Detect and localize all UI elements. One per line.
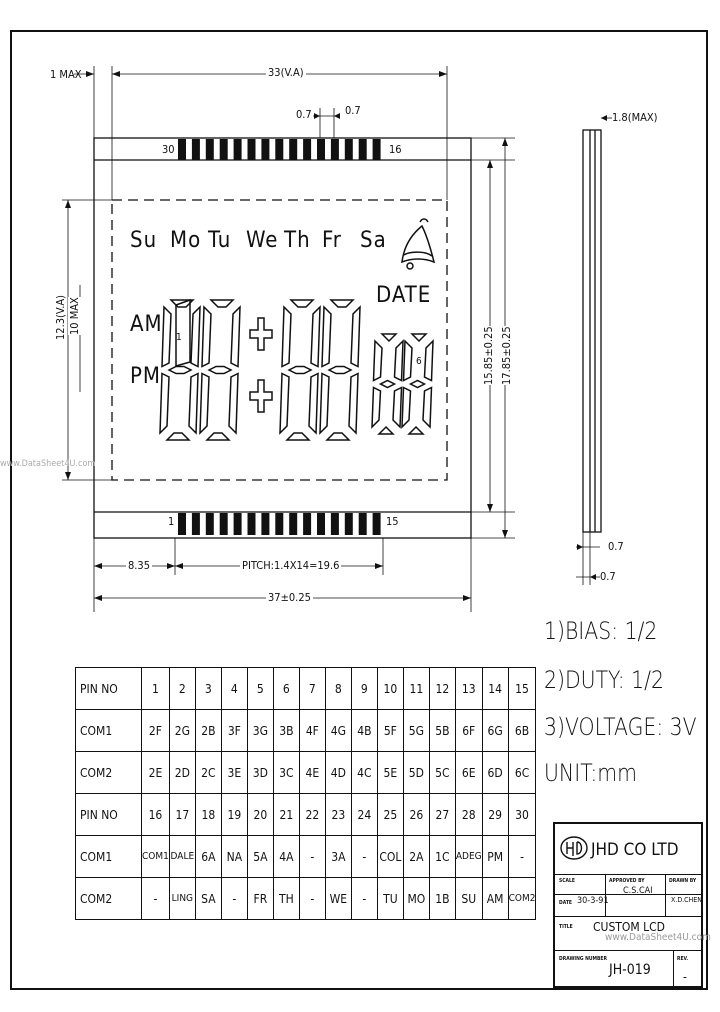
title-label: TITLE	[559, 924, 573, 930]
table-cell: 4A	[273, 836, 299, 878]
table-cell: 12	[429, 668, 455, 710]
table-cell: 4E	[299, 752, 325, 794]
dim-offset: 8.35	[128, 559, 151, 572]
dim-side-a: 0.7	[608, 540, 624, 553]
table-cell: 8	[325, 668, 351, 710]
table-cell: -	[299, 878, 325, 920]
table-cell: 29	[482, 794, 508, 836]
table-cell: WE	[325, 878, 351, 920]
dim-height-10max: 10 MAX	[68, 297, 81, 335]
table-cell: 1	[142, 668, 170, 710]
table-cell: 17	[169, 794, 195, 836]
table-row	[76, 668, 536, 710]
row-header: COM1	[76, 710, 142, 752]
row-header: COM1	[76, 836, 142, 878]
drawing-number-label: DRAWING NUMBER	[559, 956, 607, 962]
scale-label: SCALE	[559, 878, 575, 884]
dim-pitch: PITCH:1.4X14=19.6	[242, 559, 340, 572]
row-header: PIN NO	[76, 794, 142, 836]
table-cell: 6D	[482, 752, 508, 794]
table-cell: 5G	[403, 710, 429, 752]
table-cell: MO	[403, 878, 429, 920]
table-cell: 3A	[325, 836, 351, 878]
table-row	[76, 710, 536, 752]
table-cell: COM2	[508, 878, 536, 920]
table-cell: 3C	[273, 752, 299, 794]
table-cell: -	[221, 878, 247, 920]
approved-value: C.S.CAI	[623, 886, 653, 896]
table-cell: -	[299, 836, 325, 878]
pin-label-30: 30	[162, 143, 175, 156]
spec-unit: UNIT:mm	[544, 759, 638, 787]
day-label-fr: Fr	[322, 228, 342, 253]
table-cell: 6	[273, 668, 299, 710]
table-cell: 19	[221, 794, 247, 836]
table-row	[76, 794, 536, 836]
am-label: AM	[130, 312, 163, 337]
spec-bias: 1)BIAS: 1/2	[544, 617, 658, 645]
table-cell: SU	[455, 878, 482, 920]
table-cell: 1C	[429, 836, 455, 878]
table-cell: 22	[299, 794, 325, 836]
table-cell: 3D	[247, 752, 273, 794]
table-cell: 2	[169, 668, 195, 710]
table-cell: 15	[508, 668, 536, 710]
company-name: JHD CO LTD	[591, 840, 679, 860]
table-cell: 7	[299, 668, 325, 710]
table-cell: AM	[482, 878, 508, 920]
table-cell: LING	[169, 878, 195, 920]
pin-label-16: 16	[389, 143, 402, 156]
row-header: PIN NO	[76, 668, 142, 710]
table-cell: 16	[142, 794, 170, 836]
pin-label-1: 1	[168, 515, 175, 528]
table-cell: 6A	[195, 836, 221, 878]
watermark-left: www.DataSheet4U.com	[0, 459, 96, 469]
table-cell: 6B	[508, 710, 536, 752]
table-cell: 1B	[429, 878, 455, 920]
table-cell: 4B	[351, 710, 377, 752]
day-label-tu: Tu	[208, 228, 232, 253]
table-cell: 5A	[247, 836, 273, 878]
dim-height-1785: 17.85±0.25	[500, 326, 513, 385]
approved-label: APPROVED BY	[609, 878, 645, 884]
dim-thickness: 1.8(MAX)	[612, 111, 658, 124]
table-cell: 5F	[377, 710, 403, 752]
table-cell: 20	[247, 794, 273, 836]
pin-assignment-table	[75, 667, 536, 920]
dim-side-b: 0.7	[600, 570, 616, 583]
dim-pin-width-b: 0.7	[345, 104, 361, 117]
table-cell: 3G	[247, 710, 273, 752]
table-cell: 4	[221, 668, 247, 710]
table-cell: 2G	[169, 710, 195, 752]
table-cell: 14	[482, 668, 508, 710]
table-cell: DALE	[169, 836, 195, 878]
table-cell: 30	[508, 794, 536, 836]
day-label-sa: Sa	[360, 228, 387, 253]
table-cell: 4C	[351, 752, 377, 794]
table-cell: 28	[455, 794, 482, 836]
table-cell: 2D	[169, 752, 195, 794]
table-cell: COL	[377, 836, 403, 878]
table-cell: 5	[247, 668, 273, 710]
table-cell: 23	[325, 794, 351, 836]
watermark-title: www.DataSheet4U.com	[605, 932, 711, 943]
day-label-su: Su	[130, 228, 158, 253]
date-label-tb: DATE	[559, 900, 572, 906]
table-cell: ADEG	[455, 836, 482, 878]
table-cell: 21	[273, 794, 299, 836]
company-logo-icon	[559, 834, 589, 862]
rev-label: REV.	[677, 956, 689, 962]
digit-mark-6: 6	[416, 356, 422, 367]
title-block	[553, 822, 711, 988]
row-header: COM2	[76, 752, 142, 794]
table-cell: 26	[403, 794, 429, 836]
rev-value: -	[683, 970, 687, 984]
table-cell: SA	[195, 878, 221, 920]
pin-label-15: 15	[386, 515, 399, 528]
table-cell: 25	[377, 794, 403, 836]
table-row	[76, 878, 536, 920]
table-cell: 18	[195, 794, 221, 836]
table-cell: 4F	[299, 710, 325, 752]
date-value: 30-3-91	[577, 896, 609, 906]
dim-total-width: 37±0.25	[268, 591, 311, 604]
table-cell: 6C	[508, 752, 536, 794]
title-value: CUSTOM LCD	[593, 920, 665, 934]
table-cell: -	[351, 836, 377, 878]
table-cell: -	[142, 878, 170, 920]
table-cell: 3F	[221, 710, 247, 752]
table-cell: 10	[377, 668, 403, 710]
dim-height-va: 12.3(V.A)	[54, 294, 67, 340]
table-cell: 3E	[221, 752, 247, 794]
dim-width-va: 33(V.A)	[268, 66, 304, 79]
dim-1max: 1 MAX	[50, 68, 82, 81]
table-cell: FR	[247, 878, 273, 920]
digit-mark-1: 1	[176, 332, 182, 343]
drawing-number-value: JH-019	[609, 962, 651, 978]
table-cell: NA	[221, 836, 247, 878]
dim-height-1585: 15.85±0.25	[482, 326, 495, 385]
date-label: DATE	[376, 283, 432, 308]
table-cell: -	[508, 836, 536, 878]
table-cell: 2A	[403, 836, 429, 878]
table-cell: 3B	[273, 710, 299, 752]
pm-label: PM	[130, 364, 162, 389]
table-cell: 5E	[377, 752, 403, 794]
table-cell: 2F	[142, 710, 170, 752]
table-cell: TU	[377, 878, 403, 920]
dim-pin-width-a: 0.7	[296, 108, 312, 121]
table-cell: 2E	[142, 752, 170, 794]
spec-voltage: 3)VOLTAGE: 3V	[544, 713, 697, 741]
table-cell: 5D	[403, 752, 429, 794]
table-cell: 5C	[429, 752, 455, 794]
day-label-th: Th	[284, 228, 311, 253]
table-cell: 24	[351, 794, 377, 836]
day-label-we: We	[246, 228, 279, 253]
table-cell: 2C	[195, 752, 221, 794]
table-cell: 2B	[195, 710, 221, 752]
table-cell: 3	[195, 668, 221, 710]
table-cell: 4G	[325, 710, 351, 752]
spec-duty: 2)DUTY: 1/2	[544, 666, 664, 694]
table-cell: 5B	[429, 710, 455, 752]
row-header: COM2	[76, 878, 142, 920]
table-cell: 4D	[325, 752, 351, 794]
table-cell: COM1	[142, 836, 170, 878]
table-cell: 13	[455, 668, 482, 710]
table-cell: 6E	[455, 752, 482, 794]
table-cell: 6G	[482, 710, 508, 752]
table-cell: 6F	[455, 710, 482, 752]
table-cell: PM	[482, 836, 508, 878]
table-cell: -	[351, 878, 377, 920]
table-cell: 9	[351, 668, 377, 710]
table-row	[76, 836, 536, 878]
table-cell: 27	[429, 794, 455, 836]
table-cell: 11	[403, 668, 429, 710]
drawn-label: DRAWN BY	[669, 878, 697, 884]
table-row	[76, 752, 536, 794]
drawn-value: X.D.CHEN	[671, 896, 702, 904]
table-cell: TH	[273, 878, 299, 920]
day-label-mo: Mo	[170, 228, 202, 253]
